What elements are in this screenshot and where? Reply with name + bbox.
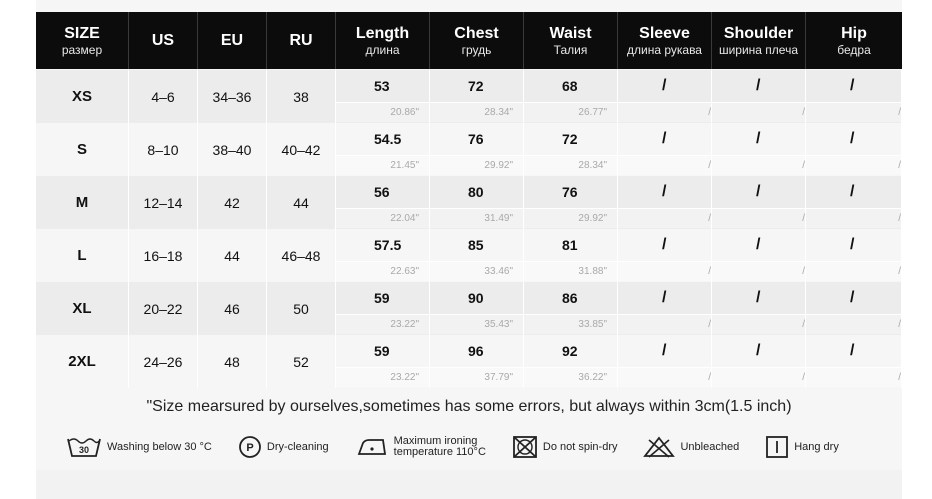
cell-length [336,70,430,123]
cell-eu: 38–40 [198,123,267,176]
measurement-note: "Size mearsured by ourselves,sometimes has some errors, but always within 3cm(1.5 inch) [36,388,902,426]
cell-waist [524,282,618,335]
cell-chest-value: 72 [468,78,484,94]
cell-ru: 46–48 [267,229,336,282]
cell-waist-value: 81 [562,237,578,253]
cell-sleeve [618,282,712,335]
cell-hip-inches: / [806,261,901,281]
cell-waist [524,335,618,388]
cell-eu: 34–36 [198,70,267,123]
care-item-unbleached [643,436,739,458]
header-label-ru: длина [365,42,400,57]
table-row [36,335,902,388]
cell-shoulder [712,229,806,282]
cell-hip-value: / [850,289,855,306]
cell-size: S [36,123,129,176]
cell-size: L [36,229,129,282]
cell-shoulder-value: / [756,183,761,200]
cell-length [336,229,430,282]
header-label: SIZE [64,24,100,42]
cell-shoulder-inches: / [712,208,805,228]
cell-sleeve-inches: / [618,367,711,387]
table-row [36,123,902,176]
cell-hip-inches: / [806,208,901,228]
header-label-ru: бедра [837,42,871,57]
header-label: Chest [454,24,499,42]
cell-chest [430,70,524,123]
cell-sleeve [618,70,712,123]
header-cell [198,12,267,69]
cell-size: XL [36,282,129,335]
cell-shoulder-inches: / [712,367,805,387]
size-chart-header [36,12,902,69]
cell-waist-inches: 26.77" [524,102,617,122]
cell-sleeve-value: / [662,77,667,94]
cell-chest [430,176,524,229]
cell-waist-value: 72 [562,131,578,147]
care-label-ironing-line2: temperature 110°C [393,446,486,458]
header-label: Length [355,24,410,42]
bottom-strip [36,470,902,499]
cell-waist-value: 68 [562,78,578,94]
header-label: Shoulder [723,24,794,42]
cell-hip [806,176,902,229]
cell-shoulder-value: / [756,289,761,306]
table-row [36,176,902,229]
cell-size: 2XL [36,335,129,388]
care-item-ironing [355,436,486,458]
cell-shoulder-inches: / [712,314,805,334]
cell-shoulder-inches: / [712,261,805,281]
care-item-no-spin-dry [512,435,618,459]
cell-shoulder [712,123,806,176]
care-item-hang-dry [765,435,839,459]
header-label-ru: Талия [553,42,588,57]
hang-dry-icon [765,435,789,459]
cell-length-inches: 22.04" [336,208,429,228]
cell-length-value: 54.5 [374,131,402,147]
cell-sleeve-inches: / [618,102,711,122]
cell-sleeve [618,229,712,282]
cell-eu: 48 [198,335,267,388]
header-label-ru: длина рукава [627,42,702,57]
cell-sleeve-value: / [662,236,667,253]
care-instructions [36,426,902,468]
cell-length [336,335,430,388]
size-chart-rows [36,70,902,388]
header-label: Hip [841,24,867,42]
cell-ru: 52 [267,335,336,388]
care-label-dry-cleaning: Dry-cleaning [266,440,329,453]
cell-hip-value: / [850,77,855,94]
header-label: Waist [549,24,592,42]
cell-shoulder-inches: / [712,155,805,175]
cell-waist-inches: 31.88" [524,261,617,281]
header-label: EU [220,32,244,49]
header-label: RU [289,32,313,49]
care-label-ironing [394,436,486,458]
cell-size: XS [36,70,129,123]
cell-chest-value: 90 [468,290,484,306]
cell-us: 20–22 [129,282,198,335]
header-label-ru: размер [61,42,103,57]
cell-chest-value: 96 [468,343,484,359]
cell-chest [430,335,524,388]
cell-chest-value: 76 [468,131,484,147]
cell-hip [806,282,902,335]
cell-waist-value: 92 [562,343,578,359]
table-row [36,282,902,335]
cell-sleeve-inches: / [618,314,711,334]
header-cell [524,12,618,69]
cell-shoulder-value: / [756,342,761,359]
cell-length-inches: 20.86" [336,102,429,122]
cell-ru: 38 [267,70,336,123]
cell-hip [806,123,902,176]
cell-chest-value: 85 [468,237,484,253]
cell-hip-value: / [850,342,855,359]
header-cell [806,12,902,69]
cell-shoulder-inches: / [712,102,805,122]
cell-waist-value: 76 [562,184,578,200]
cell-hip-value: / [850,183,855,200]
cell-size: M [36,176,129,229]
header-label-ru: ширина плеча [718,42,799,57]
cell-length-inches: 21.45" [336,155,429,175]
cell-hip-inches: / [806,367,901,387]
cell-hip-inches: / [806,155,901,175]
cell-length-value: 59 [374,290,390,306]
cell-shoulder [712,282,806,335]
cell-us: 12–14 [129,176,198,229]
cell-eu: 46 [198,282,267,335]
care-label-ironing-line1: Maximum ironing [393,435,478,447]
care-item-washing [66,435,212,459]
cell-sleeve-value: / [662,130,667,147]
cell-waist-inches: 33.85" [524,314,617,334]
care-label-hang-dry: Hang dry [794,440,839,453]
header-label: US [151,32,175,49]
cell-length [336,282,430,335]
cell-hip [806,335,902,388]
cell-length-value: 53 [374,78,390,94]
cell-waist [524,229,618,282]
cell-chest-inches: 31.49" [430,208,523,228]
cell-hip-value: / [850,130,855,147]
cell-chest-inches: 33.46" [430,261,523,281]
care-item-dry-cleaning [238,435,329,459]
cell-us: 8–10 [129,123,198,176]
cell-shoulder [712,335,806,388]
header-cell [712,12,806,69]
cell-waist [524,176,618,229]
cell-hip-inches: / [806,102,901,122]
cell-length [336,176,430,229]
cell-sleeve-inches: / [618,208,711,228]
cell-chest-inches: 37.79" [430,367,523,387]
cell-eu: 44 [198,229,267,282]
cell-waist-inches: 29.92" [524,208,617,228]
cell-chest [430,282,524,335]
cell-shoulder [712,70,806,123]
cell-waist [524,123,618,176]
cell-sleeve-value: / [662,183,667,200]
cell-waist-inches: 28.34" [524,155,617,175]
cell-ru: 44 [267,176,336,229]
cell-length-inches: 22.63" [336,261,429,281]
header-cell [336,12,430,69]
care-label-no-spin-dry: Do not spin-dry [542,440,618,453]
cell-chest [430,123,524,176]
table-row [36,229,902,282]
header-cell [129,12,198,69]
cell-shoulder-value: / [756,77,761,94]
unbleached-icon [643,436,675,458]
cell-chest [430,229,524,282]
cell-hip-value: / [850,236,855,253]
svg-text:30: 30 [78,445,90,455]
cell-length [336,123,430,176]
header-cell [618,12,712,69]
cell-eu: 42 [198,176,267,229]
table-row [36,70,902,123]
svg-text:P: P [246,442,254,454]
cell-sleeve-inches: / [618,261,711,281]
header-cell [430,12,524,69]
cell-chest-inches: 28.34" [430,102,523,122]
header-label-ru: грудь [461,42,492,57]
cell-chest-value: 80 [468,184,484,200]
care-label-washing: Washing below 30 °C [107,440,212,453]
cell-sleeve-value: / [662,289,667,306]
cell-waist-inches: 36.22" [524,367,617,387]
cell-ru: 50 [267,282,336,335]
cell-ru: 40–42 [267,123,336,176]
header-cell [36,12,129,69]
iron-icon [355,436,389,458]
no-spin-dry-icon [512,435,538,459]
cell-sleeve-value: / [662,342,667,359]
cell-shoulder-value: / [756,236,761,253]
cell-waist [524,70,618,123]
cell-sleeve [618,123,712,176]
washing-30-icon [66,435,102,459]
header-label: Sleeve [639,24,690,42]
cell-length-inches: 23.22" [336,367,429,387]
cell-shoulder-value: / [756,130,761,147]
cell-us: 16–18 [129,229,198,282]
cell-us: 4–6 [129,70,198,123]
care-label-unbleached: Unbleached [680,440,740,453]
dry-cleaning-icon [238,435,262,459]
cell-shoulder [712,176,806,229]
cell-length-value: 57.5 [374,237,402,253]
cell-hip-inches: / [806,314,901,334]
cell-us: 24–26 [129,335,198,388]
cell-sleeve [618,176,712,229]
cell-sleeve [618,335,712,388]
header-cell [267,12,336,69]
cell-length-value: 56 [374,184,390,200]
cell-length-value: 59 [374,343,390,359]
cell-chest-inches: 35.43" [430,314,523,334]
cell-chest-inches: 29.92" [430,155,523,175]
cell-hip [806,229,902,282]
cell-length-inches: 23.22" [336,314,429,334]
cell-hip [806,70,902,123]
cell-waist-value: 86 [562,290,578,306]
cell-sleeve-inches: / [618,155,711,175]
